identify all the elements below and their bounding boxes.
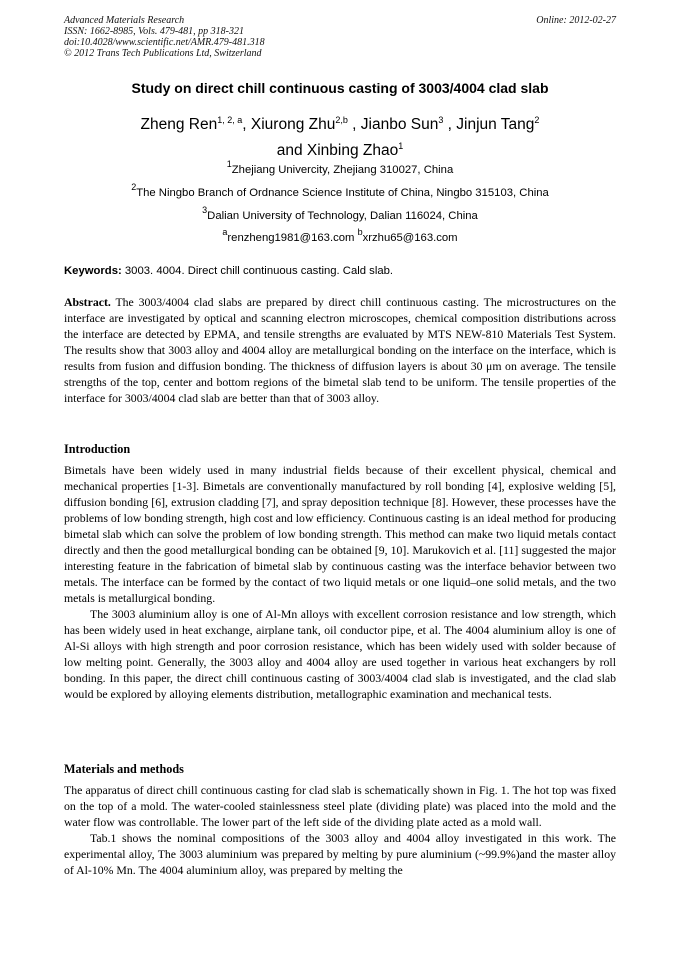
- methods-body: [64, 782, 616, 878]
- author-line-1: [64, 112, 616, 138]
- affiliation-text: Zhejiang Univercity, Zhejiang 310027, China: [231, 164, 454, 176]
- author-superscript: 2: [534, 115, 540, 125]
- affiliation-superscript: 2: [131, 182, 137, 192]
- copyright-line: © 2012 Trans Tech Publications Ltd, Switzerland: [64, 48, 262, 59]
- paper-title: Study on direct chill continuous casting of 3003/4004 clad slab: [131, 80, 549, 96]
- journal-header: [64, 15, 616, 59]
- affiliation-text: The Ningbo Branch of Ordnance Science Institute of China, Ningbo 315103, China: [136, 187, 549, 199]
- email-superscript: b: [357, 227, 363, 237]
- affiliation-2: [64, 182, 616, 199]
- author-name: , Jinjun Tang: [443, 116, 535, 133]
- section-heading-materials-methods: Materials and methods: [64, 762, 184, 776]
- author-name: Zheng Ren: [140, 116, 218, 133]
- online-date: Online: 2012-02-27: [536, 15, 616, 26]
- author-superscript: 1, 2, a: [217, 115, 243, 125]
- paragraph: The 3003 aluminium alloy is one of Al-Mn alloys with excellent corrosion resistance and low strength, which has been widely used in heat exchange, airplane tank, oil conductor pipe, et al. The 4004 aluminium alloy is one of Al-Si alloys with high strength and poor corrosion resistance, which has been widely used with solder because of low melting point. Generally, the 3003 alloy and 4004 alloy are used together in various heat exchangers by roll bonding. In this paper, the direct chill continuous casting of 3003/4004 clad slab is investigated, and the clad slab would be explored by alloying elements distribution, metallographic examination and mechanical tests.: [64, 607, 616, 701]
- affiliation-1: [64, 159, 616, 176]
- author-superscript: 1: [398, 141, 404, 151]
- author-name: and Xinbing Zhao: [276, 142, 399, 159]
- journal-name: Advanced Materials Research: [64, 15, 185, 26]
- email-address[interactable]: renzheng1981@163.com: [227, 232, 358, 244]
- paragraph: Tab.1 shows the nominal compositions of the 3003 alloy and 4004 alloy investigated in this work. The experimental alloy, The 3003 aluminium was prepared by melting by pure aluminium (~99.9%)and the master alloy of Al-10% Mn. The 4004 aluminium alloy, was prepared by melting the: [64, 831, 616, 877]
- email-superscript: a: [222, 227, 228, 237]
- doi-line: doi:10.4028/www.scientific.net/AMR.479-481.318: [64, 37, 265, 48]
- author-superscript: 3: [438, 115, 444, 125]
- abstract-label: Abstract.: [64, 295, 111, 309]
- abstract: [64, 294, 616, 406]
- keywords-text: 3003. 4004. Direct chill continuous casting. Cald slab.: [121, 265, 394, 277]
- keywords: [64, 265, 616, 277]
- keywords-label: Keywords:: [64, 265, 122, 277]
- affiliation-text: Dalian University of Technology, Dalian 116024, China: [207, 210, 478, 222]
- paragraph: Bimetals have been widely used in many industrial fields because of their excellent physical, chemical and mechanical properties [1-3]. Bimetals are conventionally manufactured by roll bonding [4], explosive welding [5], diffusion bonding [6], extrusion cladding [7], and spray deposition technique [8]. However, these processes have the problems of low bonding strength, high cost and low efficiency. Continuous casting is an ideal method for producing bimetal slab which can solve the problem of low bonding strength. This method can make two liquid metals contact directly and then the good metallurgical bonding can be obtained [9, 10]. Marukovich et al. [11] suggested the major interesting feature in the fabrication of bimetal slab by continuous casting was the interface behavior between two metals. The interface can be formed by the contact of two liquid metals or one liquid–one solid metals, and the two metals is metallurgical bonding.: [64, 463, 616, 605]
- affiliation-superscript: 3: [202, 205, 208, 215]
- affiliation-superscript: 1: [226, 159, 232, 169]
- author-name: , Xiurong Zhu: [242, 116, 336, 133]
- author-superscript: 2,b: [335, 115, 348, 125]
- author-name: , Jianbo Sun: [347, 116, 439, 133]
- email-line: [64, 227, 616, 244]
- author-line-2: [64, 138, 616, 164]
- introduction-body: [64, 462, 616, 702]
- paragraph: The apparatus of direct chill continuous casting for clad slab is schematically shown in Fig. 1. The hot top was fixed on the top of a mold. The water-cooled stainlessness steel plate (dividing plate) was placed into the mold and the water flow was controllable. The lower part of the left side of the dividing plate acted as a mold wall.: [64, 783, 616, 829]
- issn-line: ISSN: 1662-8985, Vols. 479-481, pp 318-321: [64, 26, 244, 37]
- section-heading-introduction: Introduction: [64, 442, 131, 456]
- email-address[interactable]: xrzhu65@163.com: [362, 232, 458, 244]
- abstract-text: The 3003/4004 clad slabs are prepared by direct chill continuous casting. The microstructures on the interface are investigated by optical and scanning electron microscopes, chemical composition distributions across the interface are detected by EPMA, and tensile strengths are evaluated by MTS NEW-810 Materials Test System. The results show that 3003 alloy and 4004 alloy are metallurgical bonding on the interface on the interface, which is results from fusion and diffusion bonding. The thickness of diffusion layers is about 30 μm on average. The tensile strengths of the top, center and bottom regions of the bimetal slab tend to be uniform. The tensile properties of the interface for 3003/4004 clad slab are better than that of 3003 alloy.: [64, 295, 616, 405]
- affiliation-3: [64, 205, 616, 222]
- author-list: [64, 112, 616, 164]
